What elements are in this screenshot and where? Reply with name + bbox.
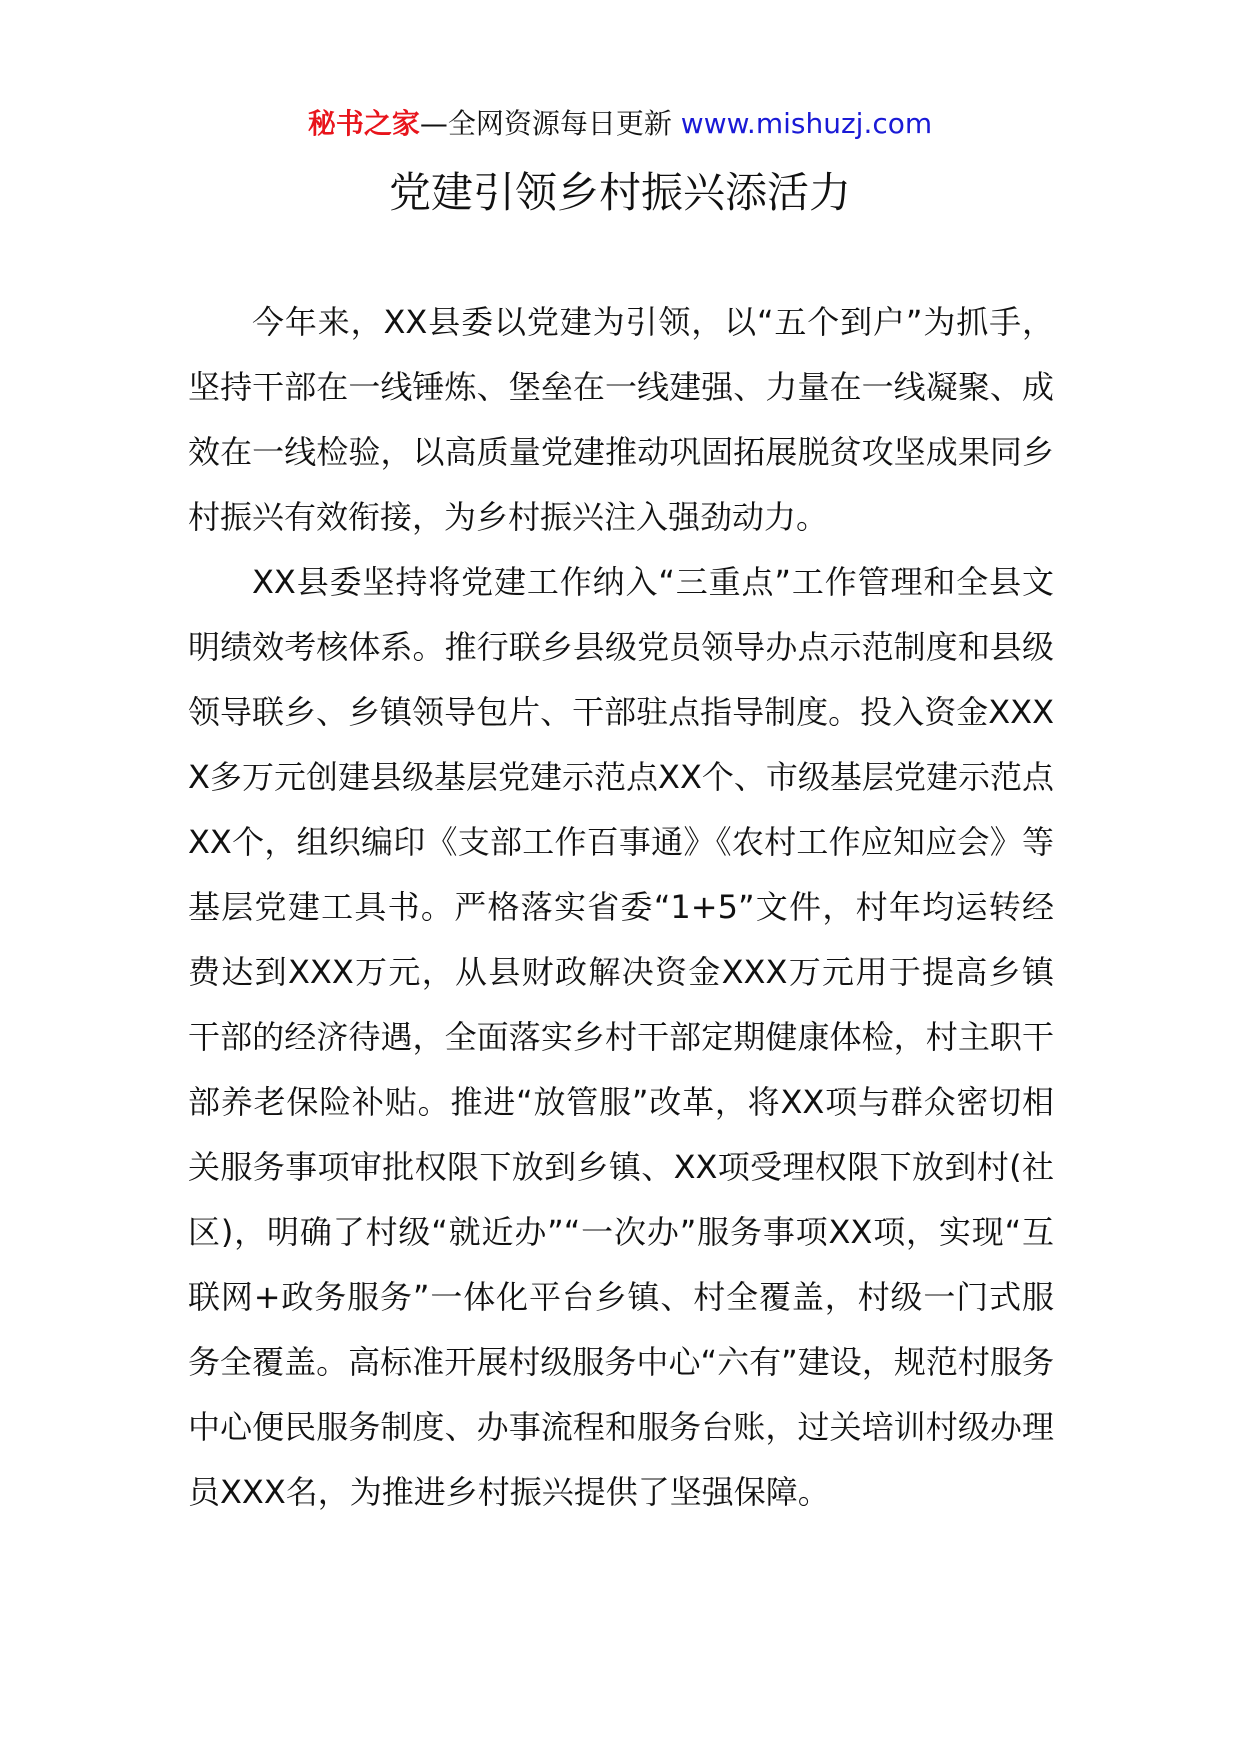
document-title: 党建引领乡村振兴添活力 xyxy=(388,168,851,217)
site-header xyxy=(0,104,1240,144)
document-body xyxy=(188,290,1054,1525)
body-paragraph-2: XX县委坚持将党建工作纳入“三重点”工作管理和全县文明绩效考核体系。推行联乡县级党员领导办点示范制度和县级领导联乡、乡镇领导包片、干部驻点指导制度。投入资金XXXX多万元创建县级基层党建示范点XX个、市级基层党建示范点XX个，组织编印《支部工作百事通》《农村工作应知应会》等基层党建工具书。严格落实省委“1+5”文件，村年均运转经费达到XXX万元，从县财政解决资金XXX万元用于提高乡镇干部的经济待遇，全面落实乡村干部定期健康体检，村主职干部养老保险补贴。推进“放管服”改革，将XX项与群众密切相关服务事项审批权限下放到乡镇、XX项受理权限下放到村(社区)，明确了村级“就近办”“一次办”服务事项XX项，实现“互联网+政务服务”一体化平台乡镇、村全覆盖，村级一门式服务全覆盖。高标准开展村级服务中心“六有”建设，规范村服务中心便民服务制度、办事流程和服务台账，过关培训村级办理员XXX名，为推进乡村振兴提供了坚强保障。 xyxy=(188,563,1054,1511)
site-url-link[interactable]: www.mishuzj.com xyxy=(680,107,933,140)
body-paragraph-1: 今年来，XX县委以党建为引领，以“五个到户”为抓手，坚持干部在一线锤炼、堡垒在一线建强、力量在一线凝聚、成效在一线检验，以高质量党建推动巩固拓展脱贫攻坚成果同乡村振兴有效衔接，为乡村振兴注入强劲动力。 xyxy=(188,303,1054,536)
brand-name: 秘书之家 xyxy=(307,107,420,140)
header-slogan: —全网资源每日更新 xyxy=(419,107,672,140)
